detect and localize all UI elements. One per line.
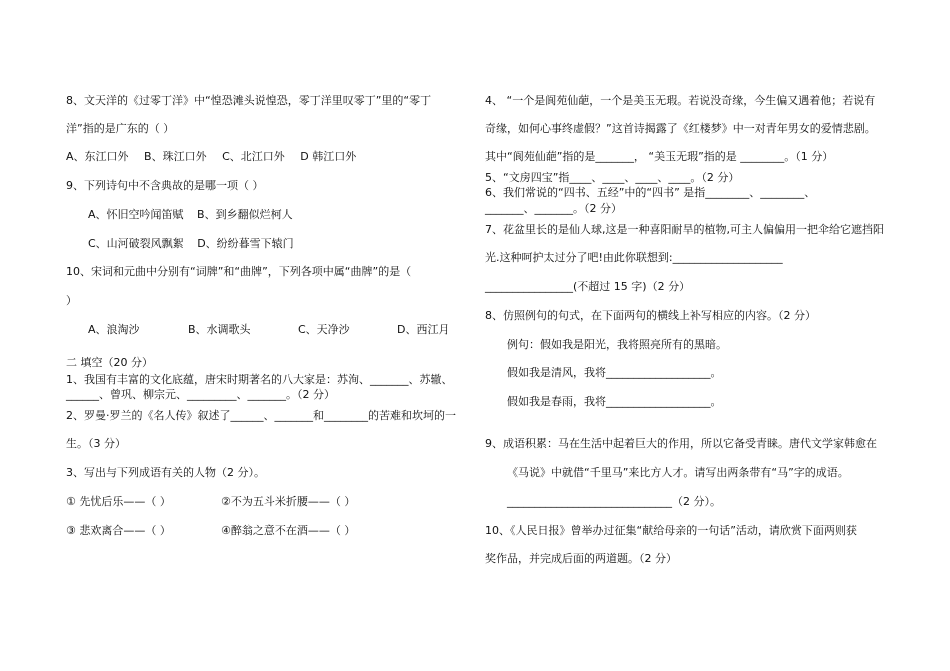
question-10-line-1: 10、宋词和元曲中分别有“词牌”和“曲牌”，下列各项中属“曲牌”的是（ — [66, 265, 412, 278]
fill-3-item-4: ④醉翁之意不在酒——（ ） — [221, 524, 356, 537]
option-d: D 韩江口外 — [300, 150, 357, 163]
question-9-line-2: 《马说》中就借“千里马”来比方人才。请写出两条带有“马”字的成语。 — [507, 466, 849, 479]
question-8: 8、仿照例句的句式，在下面两句的横线上补写相应的内容。（2 分） — [485, 309, 816, 322]
option-a: A、东江口外 — [66, 150, 129, 163]
question-8-blank-1: 假如我是清风，我将___________________。 — [507, 366, 722, 379]
question-4-line-3: 其中“阆苑仙葩”指的是_______， “美玉无瑕”指的是 ________。（1 分） — [485, 150, 834, 163]
question-8-example: 例句：假如我是阳光，我将照亮所有的黑暗。 — [507, 338, 727, 351]
question-7-line-3: ________________(不超过 15 字)（2 分） — [485, 280, 691, 293]
option-b: B、到乡翻似烂柯人 — [197, 208, 293, 221]
question-10-option-c: C、天净沙 — [298, 323, 350, 336]
option-b: B、珠江口外 — [144, 150, 207, 163]
option-a: A、怀旧空吟闻笛赋 — [88, 208, 184, 221]
fill-1-line-1: 1、我国有丰富的文化底蕴，唐宋时期著名的八大家是：苏洵、_______、苏辙、 — [66, 373, 453, 386]
fill-2-line-2: 生。（3 分） — [66, 437, 126, 450]
question-7-line-2: 光.这种呵护太过分了吧!由此你联想到:____________________ — [485, 251, 783, 264]
question-10-line-2: ） — [66, 294, 77, 307]
option-d: D、纷纷暮雪下辕门 — [197, 237, 294, 250]
option-c: C、北江口外 — [222, 150, 285, 163]
question-8-blank-2: 假如我是春雨，我将___________________。 — [507, 395, 722, 408]
question-6-line-2: _______、_______。（2 分） — [485, 202, 622, 215]
question-9-line-1: 9、成语积累：马在生活中起着巨大的作用，所以它备受青睐。唐代文学家韩愈在 — [485, 437, 877, 450]
question-8-line-2: 洋”指的是广东的（ ） — [66, 122, 175, 135]
option-c: C、山河破裂风飘絮 — [88, 237, 184, 250]
question-9: 9、下列诗句中不含典故的是哪一项（ ） — [66, 179, 264, 192]
question-9-line-3: ______________________________（2 分）。 — [507, 495, 721, 508]
fill-3-item-1: ① 先忧后乐——（ ） — [66, 495, 171, 508]
question-7-line-1: 7、花盆里长的是仙人球,这是一种喜阳耐旱的植物,可主人偏偏用一把伞给它遮挡阳 — [485, 223, 884, 236]
question-5: 5、“文房四宝”指____、____、____、____。（2 分） — [485, 171, 740, 184]
question-8-options — [66, 151, 356, 162]
question-10-option-b: B、水调歌头 — [188, 323, 251, 336]
question-4-line-1: 4、 “一个是阆苑仙葩，一个是美玉无瑕。若说没奇缘，今生偏又遇着他；若说有 — [485, 94, 876, 107]
question-10-option-d: D、西江月 — [397, 323, 450, 336]
fill-2-line-1: 2、罗曼·罗兰的《名人传》叙述了______、_______和________的苦难和坎坷的一 — [66, 409, 456, 422]
question-10-line-1: 10、《人民日报》曾举办过征集“献给母亲的一句话”活动，请欣赏下面两则获 — [485, 524, 857, 537]
question-10-line-2: 奖作品，并完成后面的两道题。（2 分） — [485, 552, 677, 565]
question-9-options-row-1 — [88, 209, 293, 220]
section-2-heading: 二 填空（20 分） — [66, 356, 153, 369]
question-4-line-2: 奇缘，如何心事终虚假？”这首诗揭露了《红楼梦》中一对青年男女的爱情悲剧。 — [485, 122, 876, 135]
question-9-options-row-2 — [88, 238, 294, 249]
question-6-line-1: 6、我们常说的“四书、五经”中的“四书” 是指________、________、 — [485, 186, 816, 199]
fill-3-item-3: ③ 悲欢离合——（ ） — [66, 524, 171, 537]
fill-3: 3、写出与下列成语有关的人物（2 分）。 — [66, 466, 265, 479]
fill-1-line-2: ______、曾巩、柳宗元、_________、_______。（2 分） — [66, 388, 335, 401]
fill-3-item-2: ②不为五斗米折腰——（ ） — [221, 495, 356, 508]
question-10-option-a: A、浪淘沙 — [88, 323, 140, 336]
question-8-line-1: 8、文天洋的《过零丁洋》中“惶恐滩头说惶恐，零丁洋里叹零丁”里的“零丁 — [66, 94, 432, 107]
